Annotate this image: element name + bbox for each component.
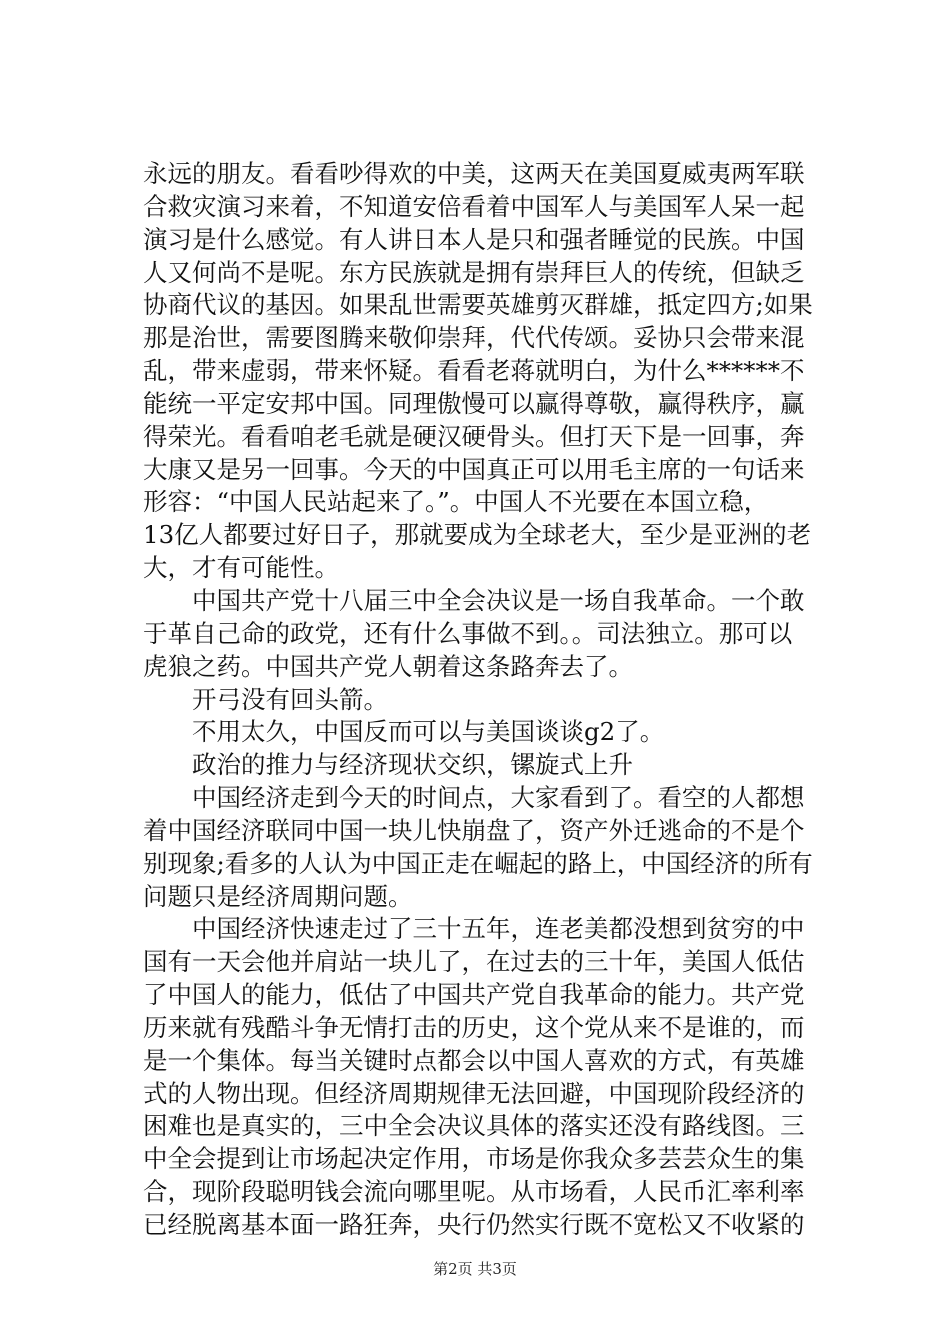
text-line: 形容：“中国人民站起来了。”。中国人不光要在本国立稳， [143,487,769,516]
paragraph-first-line: 开弓没有回头箭。 [192,685,388,714]
text-line: 虎狼之药。中国共产党人朝着这条路奔去了。 [143,652,633,681]
text-line: 能统一平定安邦中国。同理傲慢可以赢得尊敬，赢得秩序，赢 [143,389,805,418]
text-line: 别现象;看多的人认为中国正走在崛起的路上，中国经济的所有 [143,849,813,878]
text-line: 13亿人都要过好日子，那就要成为全球老大，至少是亚洲的老 [143,520,812,549]
text-line: 于革自己命的政党，还有什么事做不到。。司法独立。那可以 [143,619,793,648]
text-line: 得荣光。看看咱老毛就是硬汉硬骨头。但打天下是一回事，奔 [143,422,805,451]
section-heading: 政治的推力与经济现状交织，镙旋式上升 [192,750,633,779]
text-line: 中全会提到让市场起决定作用，市场是你我众多芸芸众生的集 [143,1144,805,1173]
paragraph-first-line: 中国经济走到今天的时间点，大家看到了。看空的人都想 [192,783,805,812]
paragraph-first-line: 不用太久，中国反而可以与美国谈谈g2了。 [192,717,665,746]
text-line: 问题只是经济周期问题。 [143,882,413,911]
text-line: 了中国人的能力，低估了中国共产党自我革命的能力。共产党 [143,980,805,1009]
text-line: 永远的朋友。看看吵得欢的中美，这两天在美国夏威夷两军联 [143,159,805,188]
page-footer: 第2页 共3页 [433,1260,517,1278]
text-line: 合，现阶段聪明钱会流向哪里呢。从市场看，人民币汇率利率 [143,1177,805,1206]
paragraph-first-line: 中国共产党十八届三中全会决议是一场自我革命。一个敢 [192,586,805,615]
paragraph-first-line: 中国经济快速走过了三十五年，连老美都没想到贫穷的中 [192,914,805,943]
text-line: 是一个集体。每当关键时点都会以中国人喜欢的方式，有英雄 [143,1046,805,1075]
text-line: 困难也是真实的，三中全会决议具体的落实还没有路线图。三 [143,1111,805,1140]
text-line: 式的人物出现。但经济周期规律无法回避，中国现阶段经济的 [143,1079,805,1108]
text-line: 那是治世，需要图腾来敬仰崇拜，代代传颂。妥协只会带来混 [143,323,805,352]
text-line: 大康又是另一回事。今天的中国真正可以用毛主席的一句话来 [143,455,805,484]
text-line: 合救灾演习来着，不知道安倍看着中国军人与美国军人呆一起 [143,192,805,221]
text-line: 协商代议的基因。如果乱世需要英雄剪灭群雄，抵定四方;如果 [143,290,813,319]
text-line: 国有一天会他并肩站一块儿了，在过去的三十年，美国人低估 [143,947,805,976]
text-line: 已经脱离基本面一路狂奔，央行仍然实行既不宽松又不收紧的 [143,1210,805,1239]
text-line: 人又何尚不是呢。东方民族就是拥有崇拜巨人的传统，但缺乏 [143,258,805,287]
text-line: 历来就有残酷斗争无情打击的历史，这个党从来不是谁的，而 [143,1013,805,1042]
text-line: 大，才有可能性。 [143,553,339,582]
text-line: 演习是什么感觉。有人讲日本人是只和强者睡觉的民族。中国 [143,225,805,254]
text-line: 乱，带来虚弱，带来怀疑。看看老蒋就明白，为什么******不 [143,356,805,385]
text-line: 着中国经济联同中国一块儿快崩盘了，资产外迁逃命的不是个 [143,816,805,845]
